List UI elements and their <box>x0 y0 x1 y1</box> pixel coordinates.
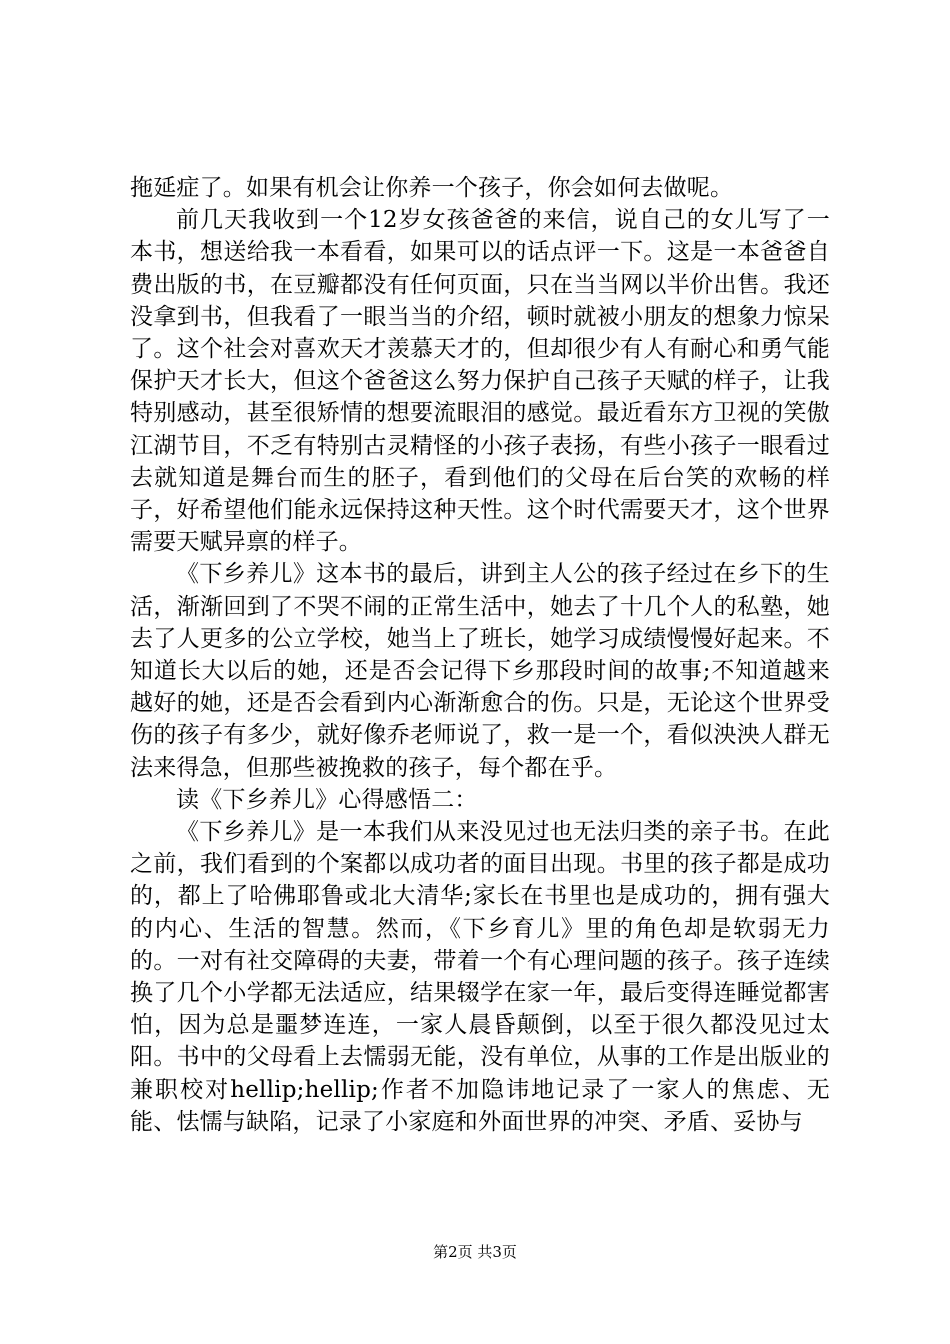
paragraph-continuation: 拖延症了。如果有机会让你养一个孩子，你会如何去做呢。 <box>130 175 734 201</box>
paragraph-book-ending: 《下乡养儿》这本书的最后，讲到主人公的孩子经过在乡下的生活，渐渐回到了不哭不闹的正常生活中，她去了十几个人的私塾，她去了人更多的公立学校，她当上了班长，她学习成绩慢慢好起来。不知道长大以后的她，还是否会记得下乡那段时间的故事;不知道越来越好的她，还是否会看到内心渐渐愈合的伤。只是，无论这个世界受伤的孩子有多少，就好像乔老师说了，救一是一个，看似泱泱人群无法来得急，但那些被挽救的孩子，每个都在乎。 <box>130 561 830 781</box>
page-footer: 第2页 共3页 <box>433 1243 517 1261</box>
paragraph-letter-from-father: 前几天我收到一个12岁女孩爸爸的来信，说自己的女儿写了一本书，想送给我一本看看，如果可以的话点评一下。这是一本爸爸自费出版的书，在豆瓣都没有任何页面，只在当当网以半价出售。我还没拿到书，但我看了一眼当当的介绍，顿时就被小朋友的想象力惊呆了。这个社会对喜欢天才羡慕天才的，但却很少有人有耐心和勇气能保护天才长大，但这个爸爸这么努力保护自己孩子天赋的样子，让我特别感动，甚至很矫情的想要流眼泪的感觉。最近看东方卫视的笑傲江湖节目，不乏有特别古灵精怪的小孩子表扬，有些小孩子一眼看过去就知道是舞台而生的胚子，看到他们的父母在后台笑的欢畅的样子，好希望他们能永远保持这种天性。这个时代需要天才，这个世界需要天赋异禀的样子。 <box>130 207 830 556</box>
paragraph-reading-reflection: 《下乡养儿》是一本我们从来没见过也无法归类的亲子书。在此之前，我们看到的个案都以成功者的面目出现。书里的孩子都是成功的，都上了哈佛耶鲁或北大清华;家长在书里也是成功的，拥有强大的内心、生活的智慧。然而，《下乡育儿》里的角色却是软弱无力的。一对有社交障碍的夫妻，带着一个有心理问题的孩子。孩子连续换了几个小学都无法适应，结果辍学在家一年，最后变得连睡觉都害怕，因为总是噩梦连连，一家人晨昏颠倒，以至于很久都没见过太阳。书中的父母看上去懦弱无能，没有单位，从事的工作是出版业的兼职校对hellip;hellip;作者不加隐讳地记录了一家人的焦虑、无能、怯懦与缺陷，记录了小家庭和外面世界的冲突、矛盾、妥协与 <box>130 819 830 1135</box>
section-heading: 读《下乡养儿》心得感悟二： <box>176 786 478 813</box>
document-body <box>130 172 830 1138</box>
